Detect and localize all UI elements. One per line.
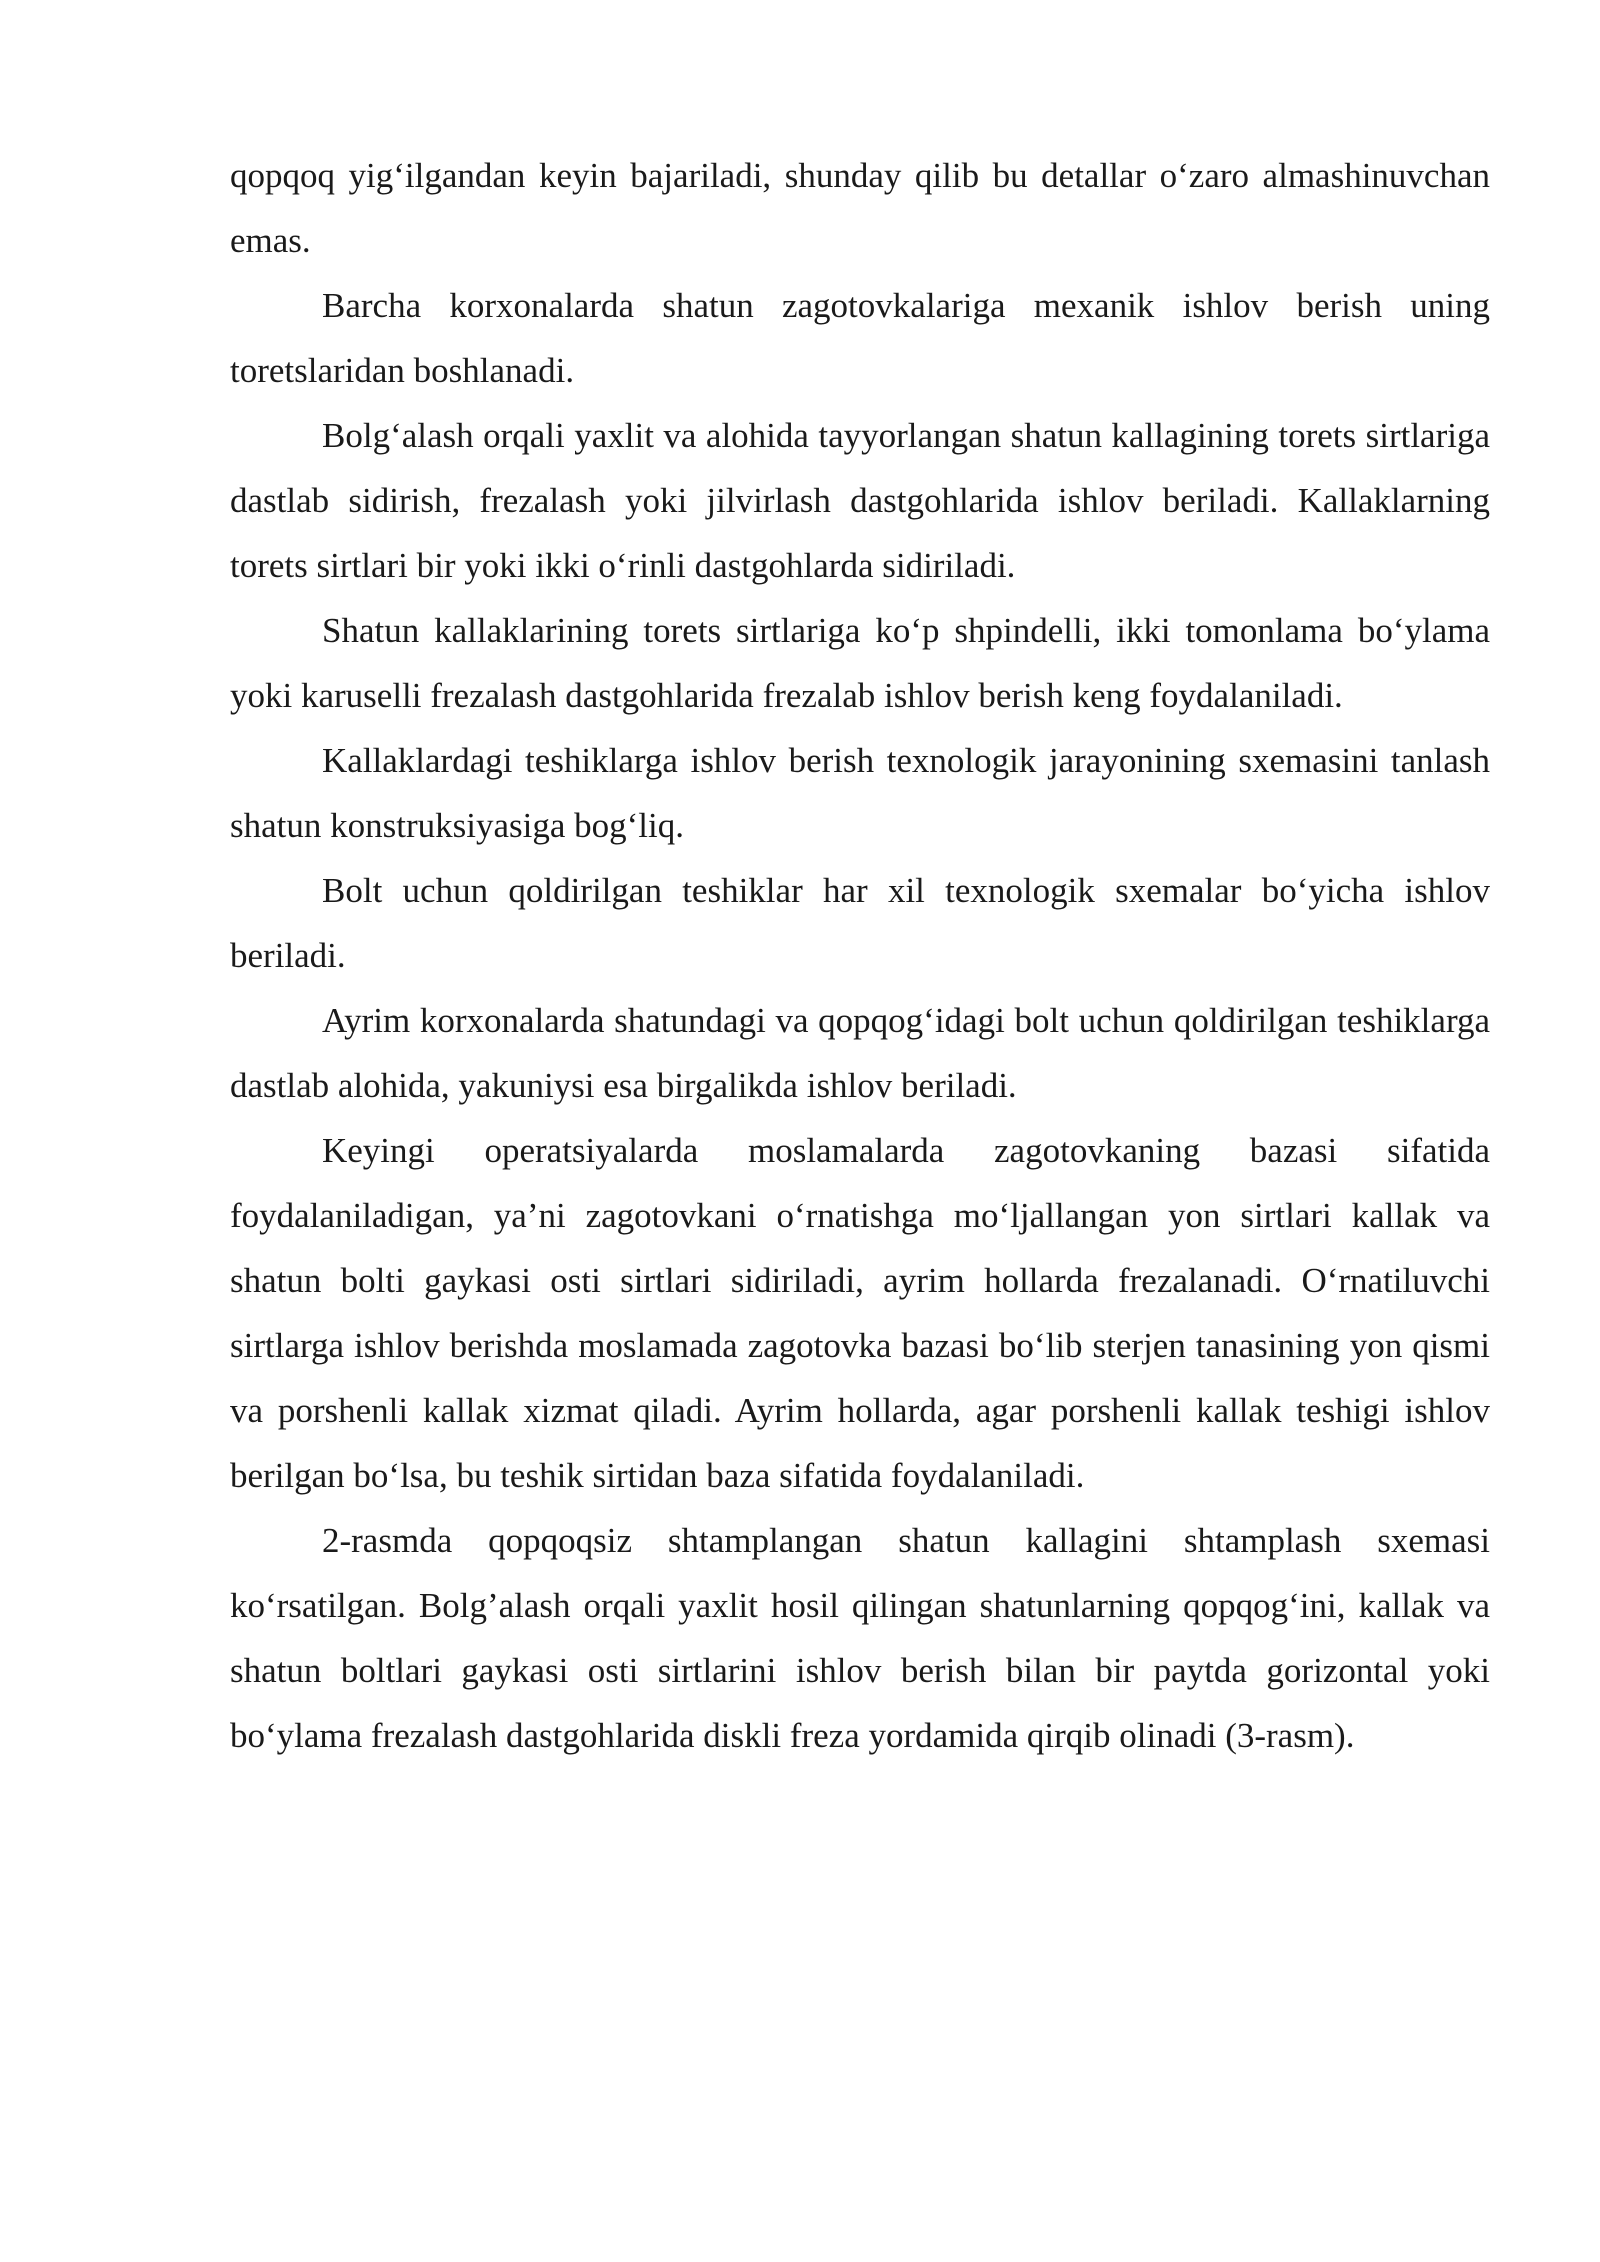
paragraph: Kallaklardagi teshiklarga ishlov berish texnologik jarayonining sxemasini tanlash shatun konstruksiyasiga bog‘liq. bbox=[230, 741, 1490, 845]
paragraph: Bolg‘alash orqali yaxlit va alohida tayyorlangan shatun kallagining torets sirtlariga dastlab sidirish, frezalash yoki jilvirlash dastgohlarida ishlov beriladi. Kallaklarning torets sirtlari bir yoki ikki o‘rinli dastgohlarda sidiriladi. bbox=[230, 416, 1490, 585]
paragraph: 2-rasmda qopqoqsiz shtamplangan shatun kallagini shtamplash sxemasi ko‘rsatilgan. Bolg’alash orqali yaxlit hosil qilingan shatunlarning qopqog‘ini, kallak va shatun boltlari gaykasi osti sirtlarini ishlov berish bilan bir paytda gorizontal yoki bo‘ylama frezalash dastgohlarida diskli freza yordamida qirqib olinadi (3-rasm). bbox=[230, 1521, 1490, 1755]
paragraph: Ayrim korxonalarda shatundagi va qopqog‘idagi bolt uchun qoldirilgan teshiklarga dastlab alohida, yakuniysi esa birgalikda ishlov beriladi. bbox=[230, 1001, 1490, 1105]
body-text bbox=[230, 143, 1490, 1768]
paragraph: Bolt uchun qoldirilgan teshiklar har xil texnologik sxemalar bo‘yicha ishlov beriladi. bbox=[230, 871, 1490, 975]
paragraph: Barcha korxonalarda shatun zagotovkalariga mexanik ishlov berish uning toretslaridan boshlanadi. bbox=[230, 286, 1490, 390]
paragraph: Keyingi operatsiyalarda moslamalarda zagotovkaning bazasi sifatida foydalaniladigan, ya’ni zagotovkani o‘rnatishga mo‘ljallangan yon sirtlari kallak va shatun bolti gaykasi osti sirtlari sidiriladi, ayrim hollarda frezalanadi. O‘rnatiluvchi sirtlarga ishlov berishda moslamada zagotovka bazasi bo‘lib sterjen tanasining yon qismi va porshenli kallak xizmat qiladi. Ayrim hollarda, agar porshenli kallak teshigi ishlov berilgan bo‘lsa, bu teshik sirtidan baza sifatida foydalaniladi. bbox=[230, 1131, 1490, 1495]
paragraph: Shatun kallaklarining torets sirtlariga ko‘p shpindelli, ikki tomonlama bo‘ylama yoki karuselli frezalash dastgohlarida frezalab ishlov berish keng foydalaniladi. bbox=[230, 611, 1490, 715]
paragraph-continuation: qopqoq yig‘ilgandan keyin bajariladi, shunday qilib bu detallar o‘zaro almashinuvchan emas. bbox=[230, 156, 1490, 260]
